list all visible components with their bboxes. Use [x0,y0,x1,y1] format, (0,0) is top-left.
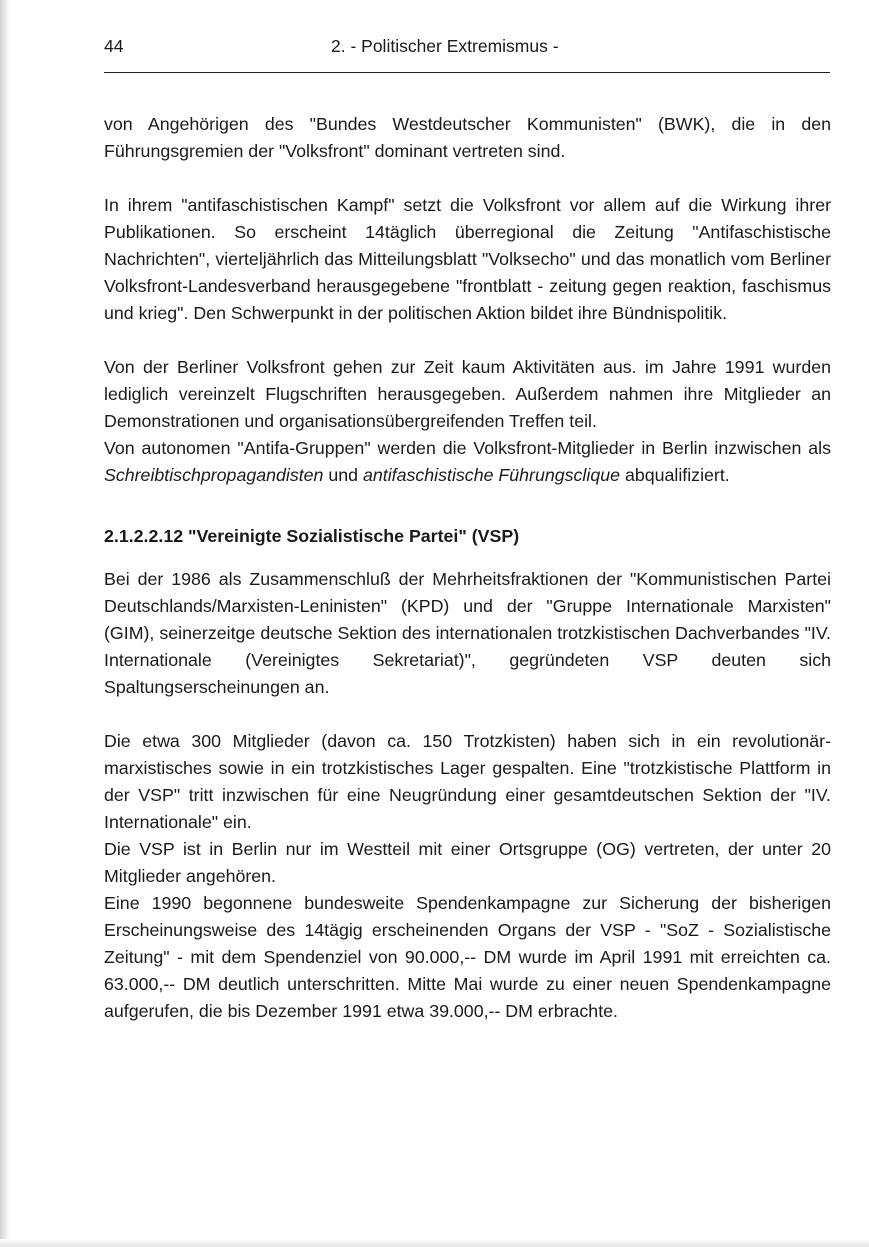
paragraph-vsp-split: Die etwa 300 Mitglieder (davon ca. 150 Trotzkisten) haben sich in ein revolutionär-marxistisches sowie in ein trotzkistisches Lager gespalten. Eine "trotzkistische Plattform in der VSP" tritt inzwischen für eine Neugründung einer gesamtdeutschen Sektion der "IV. Internationale" ein. [104,731,831,832]
paragraph-vsp-berlin: Die VSP ist in Berlin nur im Westteil mit einer Ortsgruppe (OG) vertreten, der unter 20 Mitglieder angehören. [104,839,831,886]
paragraph-vsp-donations: Eine 1990 begonnene bundesweite Spendenkampagne zur Sicherung der bisherigen Erscheinungsweise des 14tägig erscheinenden Organs der VSP - "SoZ - Sozialistische Zeitung" - mit dem Spendenziel von 90.000,-- DM wurde im April 1991 mit erreichten ca. 63.000,-- DM deutlich unterschritten. Mitte Mai wurde zu einer neuen Spendenkampagne aufgerufen, die bis Dezember 1991 etwa 39.000,-- DM erbrachte. [104,893,831,1021]
emphasis-fuehrungsclique: antifaschistische Führungsclique [363,465,620,485]
page-header [104,34,830,60]
page-edge-shadow [0,0,10,1247]
section-heading-vsp: 2.1.2.2.12 "Vereinigte Sozialistische Partei" (VSP) [104,526,520,546]
page-bottom-shadow [0,1239,869,1247]
paragraph-activities: Von der Berliner Volksfront gehen zur Zeit kaum Aktivitäten aus. im Jahre 1991 wurden lediglich vereinzelt Flugschriften herausgegeben. Außerdem nahmen ihre Mitglieder an Demonstrationen und organisationsübergreifenden Treffen teil. [104,357,831,431]
paragraph-vsp-founding: Bei der 1986 als Zusammenschluß der Mehrheitsfraktionen der "Kommunistischen Partei Deutschlands/Marxisten-Leninisten" (KPD) und der "Gruppe Internationale Marxisten" (GIM), seinerzeitge deutsche Sektion des internationalen trotzkistischen Dachverbandes "IV. Internationale (Vereinigtes Sekretariat)", gegründeten VSP deuten sich Spaltungserscheinungen an. [104,569,831,697]
header-rule [104,72,830,73]
running-title: 2. - Politischer Extremismus - [331,36,559,56]
paragraph-bwk: von Angehörigen des "Bundes Westdeutscher Kommunisten" (BWK), die in den Führungsgremien der "Volksfront" dominant vertreten sind. [104,114,831,161]
emphasis-schreibtischpropagandisten: Schreibtischpropagandisten [104,465,324,485]
paragraph-antifa-text-3: abqualifiziert. [620,465,730,485]
page-body [104,111,831,1025]
paragraph-publications: In ihrem "antifaschistischen Kampf" setzt die Volksfront vor allem auf die Wirkung ihrer Publikationen. So erscheint 14täglich überregional die Zeitung "Antifaschistische Nachrichten", vierteljährlich das Mitteilungsblatt "Volksecho" und das monatlich vom Berliner Volksfront-Landesverband herausgegebene "frontblatt - zeitung gegen reaktion, faschismus und krieg". Den Schwerpunkt in der politischen Aktion bildet ihre Bündnispolitik. [104,195,831,323]
paragraph-antifa-text-1: Von autonomen "Antifa-Gruppen" werden die Volksfront-Mitglieder in Berlin inzwischen als [104,438,831,458]
page-number: 44 [104,36,124,56]
paragraph-antifa-text-2: und [323,465,364,485]
paragraph-antifa-groups [104,435,831,489]
